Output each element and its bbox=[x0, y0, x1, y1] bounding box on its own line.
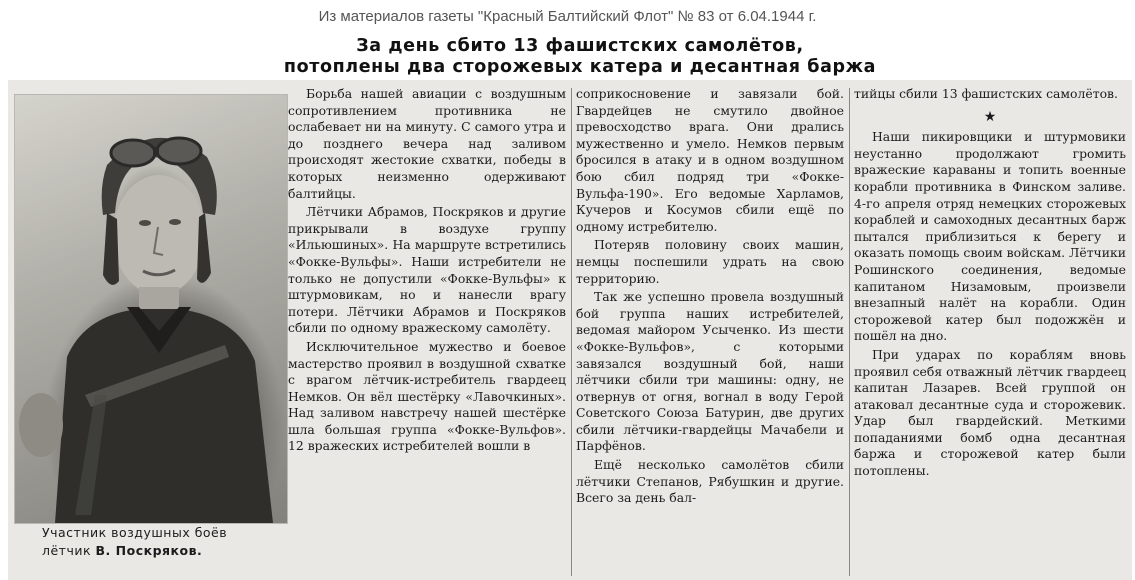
article-column-1 bbox=[288, 86, 566, 455]
headline bbox=[240, 36, 920, 78]
article-paragraph: При ударах по кораблям вновь проявил себя отважный лётчик гвардеец капитан Лазарев. Всей группой он атаковал десантные суда и сторожевик. Удар был гвардейский. Меткими попаданиями бомб одна десантная баржа и сторожевой катер были потоплены. bbox=[854, 346, 1126, 479]
photo-caption bbox=[42, 524, 282, 560]
pilot-photo bbox=[14, 94, 288, 524]
article-column-3 bbox=[854, 86, 1126, 480]
article-column-2 bbox=[576, 86, 844, 507]
photo-caption-line-2 bbox=[42, 542, 282, 560]
column-divider bbox=[571, 88, 572, 576]
photo-caption-prefix: лётчик bbox=[42, 543, 92, 558]
article-paragraph: Ещё несколько самолётов сбили лётчики Степанов, Рябушкин и другие. Всего за день бал- bbox=[576, 457, 844, 506]
headline-line-1: За день сбито 13 фашистских самолётов, bbox=[356, 36, 804, 56]
article-paragraph: Потеряв половину своих машин, немцы поспешили удрать на свою территорию. bbox=[576, 237, 844, 286]
star-separator-icon: ★ bbox=[983, 108, 997, 125]
photo-caption-line-1: Участник воздушных боёв bbox=[42, 525, 228, 540]
article-paragraph: Борьба нашей авиации с воздушным сопротивлением противника не ослабевает ни на минуту. С самого утра и до позднего вечера над заливом происходят жестокие схватки, победы в которых неизменно одерживают балтийцы. bbox=[288, 86, 566, 201]
article-paragraph: Лётчики Абрамов, Поскряков и другие прикрывали в воздухе группу «Ильюшиных». На маршруте встретились «Фокке-Вульфы». Наши истребители не только не допустили «Фокке-Вульфы» к штурмовикам, но и нанесли врагу потери. Лётчики Абрамов и Поскряков сбили по одному вражескому самолёту. bbox=[288, 204, 566, 336]
column-divider bbox=[849, 88, 850, 576]
newspaper-clipping bbox=[8, 80, 1132, 580]
article-paragraph: соприкосновение и завязали бой. Гвардейцев не смутило двойное превосходство врага. Они дрались мужественно и умело. Немков первым бросился в атаку и в одном воздушном бою сбил подряд три «Фокке-Вульфа-190». Его ведомые Харламов, Кучеров и Косумов сбили ещё по одному истребителю. bbox=[576, 86, 844, 234]
article-paragraph: Исключительное мужество и боевое мастерство проявил в воздушной схватке с врагом лётчик-истребитель гвардеец Немков. Он вёл шестёрку «Лавочкиных». Над заливом навстречу нашей шестёрке шла большая группа «Фокке-Вульфов». 12 вражеских истребителей вошли в bbox=[288, 338, 566, 454]
photo-caption-name: В. Поскряков. bbox=[95, 543, 203, 558]
source-caption: Из материалов газеты "Красный Балтийский Флот" № 83 от 6.04.1944 г. bbox=[318, 8, 817, 25]
article-paragraph: Так же успешно провела воздушный бой группа наших истребителей, ведомая майором Усыченко. Из шести «Фокке-Вульфов», с которыми завязался воздушный бой, наши лётчики сбили три машины: одну, не отвернув от огня, вогнал в воду Герой Советского Союза Батурин, две других сбили лётчики-гвардейцы Мачабели и Парфёнов. bbox=[576, 289, 844, 454]
pilot-portrait-image bbox=[15, 95, 287, 523]
headline-line-2: потоплены два сторожевых катера и десантная баржа bbox=[283, 57, 877, 77]
article-paragraph: Наши пикировщики и штурмовики неустанно продолжают громить вражеские караваны и топить военные корабли противника в Финском заливе. 4-го апреля отряд немецких сторожевых кораблей и самоходных десантных барж пытался приблизиться к берегу и оказать помощь своим войскам. Лётчики Рошинского соединения, ведомые капитаном Низамовым, произвели внезапный налёт на корабли. Один сторожевой катер был подожжён и пошёл на дно. bbox=[854, 129, 1126, 344]
article-paragraph: тийцы сбили 13 фашистских самолётов. bbox=[854, 86, 1118, 101]
